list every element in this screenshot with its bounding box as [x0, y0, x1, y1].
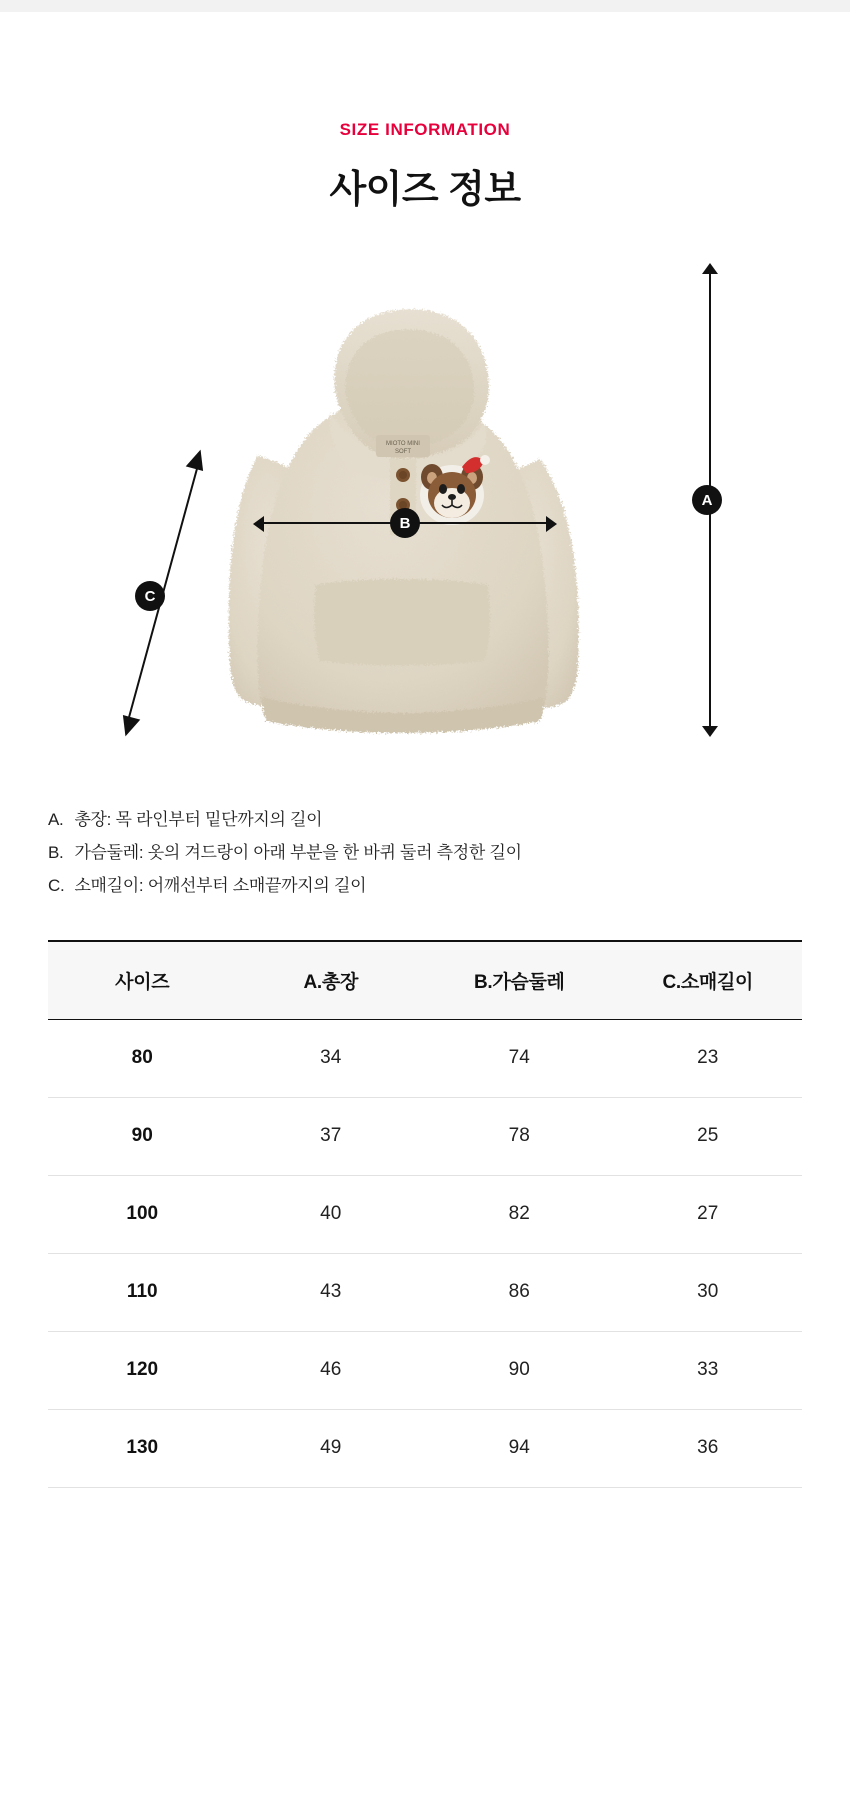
bottom-spacer: [0, 1488, 850, 1608]
column-header-sleeve: C.소매길이: [614, 941, 803, 1019]
marker-badge-b: B: [390, 508, 420, 538]
size-diagram: [0, 263, 850, 783]
cell-chest: 94: [425, 1409, 614, 1487]
cell-total-length: 37: [237, 1097, 426, 1175]
legend-item: [48, 836, 802, 869]
cell-sleeve: 33: [614, 1331, 803, 1409]
cell-chest: 86: [425, 1253, 614, 1331]
cell-chest: 78: [425, 1097, 614, 1175]
svg-text:MIOTO MINI: MIOTO MINI: [386, 441, 420, 447]
cell-total-length: 34: [237, 1019, 426, 1097]
table-row: [48, 1175, 802, 1253]
cell-size: 120: [48, 1331, 237, 1409]
legend-item: [48, 803, 802, 836]
legend-key: B.: [48, 843, 64, 863]
cell-size: 90: [48, 1097, 237, 1175]
size-table-wrapper: [48, 940, 802, 1488]
arrow-right-icon: [546, 516, 557, 532]
cell-sleeve: 27: [614, 1175, 803, 1253]
cell-sleeve: 23: [614, 1019, 803, 1097]
table-row: [48, 1331, 802, 1409]
cell-size: 130: [48, 1409, 237, 1487]
column-header-chest: B.가슴둘레: [425, 941, 614, 1019]
cell-total-length: 43: [237, 1253, 426, 1331]
cell-sleeve: 30: [614, 1253, 803, 1331]
cell-chest: 82: [425, 1175, 614, 1253]
table-row: [48, 1253, 802, 1331]
cell-size: 80: [48, 1019, 237, 1097]
legend-text: 총장: 목 라인부터 밑단까지의 길이: [74, 810, 323, 829]
page-title: 사이즈 정보: [329, 169, 521, 211]
size-table: [48, 940, 802, 1488]
column-header-size: 사이즈: [48, 941, 237, 1019]
cell-chest: 74: [425, 1019, 614, 1097]
table-row: [48, 1097, 802, 1175]
dimension-c-line: [108, 443, 228, 743]
page-eyebrow: SIZE INFORMATION: [339, 120, 511, 139]
cell-total-length: 49: [237, 1409, 426, 1487]
column-header-total-length: A.총장: [237, 941, 426, 1019]
cell-sleeve: 36: [614, 1409, 803, 1487]
measurement-legend: [0, 803, 850, 902]
arrow-down-icon: [702, 726, 718, 737]
marker-badge-a: A: [692, 485, 722, 515]
legend-key: A.: [48, 810, 64, 829]
size-table-body: [48, 1019, 802, 1487]
table-row: [48, 1019, 802, 1097]
arrow-left-icon: [253, 516, 264, 532]
cell-chest: 90: [425, 1331, 614, 1409]
cell-total-length: 40: [237, 1175, 426, 1253]
legend-text: 소매길이: 어깨선부터 소매끝까지의 길이: [74, 876, 367, 896]
cell-sleeve: 25: [614, 1097, 803, 1175]
legend-item: [48, 869, 802, 902]
cell-size: 100: [48, 1175, 237, 1253]
table-header-row: [48, 941, 802, 1019]
size-table-head: [48, 941, 802, 1019]
svg-text:SOFT: SOFT: [395, 449, 411, 455]
marker-badge-c: C: [135, 581, 165, 611]
top-divider-bar: [0, 0, 850, 12]
legend-text: 가슴둘레: 옷의 겨드랑이 아래 부분을 한 바퀴 둘러 측정한 길이: [74, 843, 522, 863]
cell-total-length: 46: [237, 1331, 426, 1409]
table-row: [48, 1409, 802, 1487]
page-header: [0, 12, 850, 213]
legend-key: C.: [48, 876, 65, 896]
cell-size: 110: [48, 1253, 237, 1331]
